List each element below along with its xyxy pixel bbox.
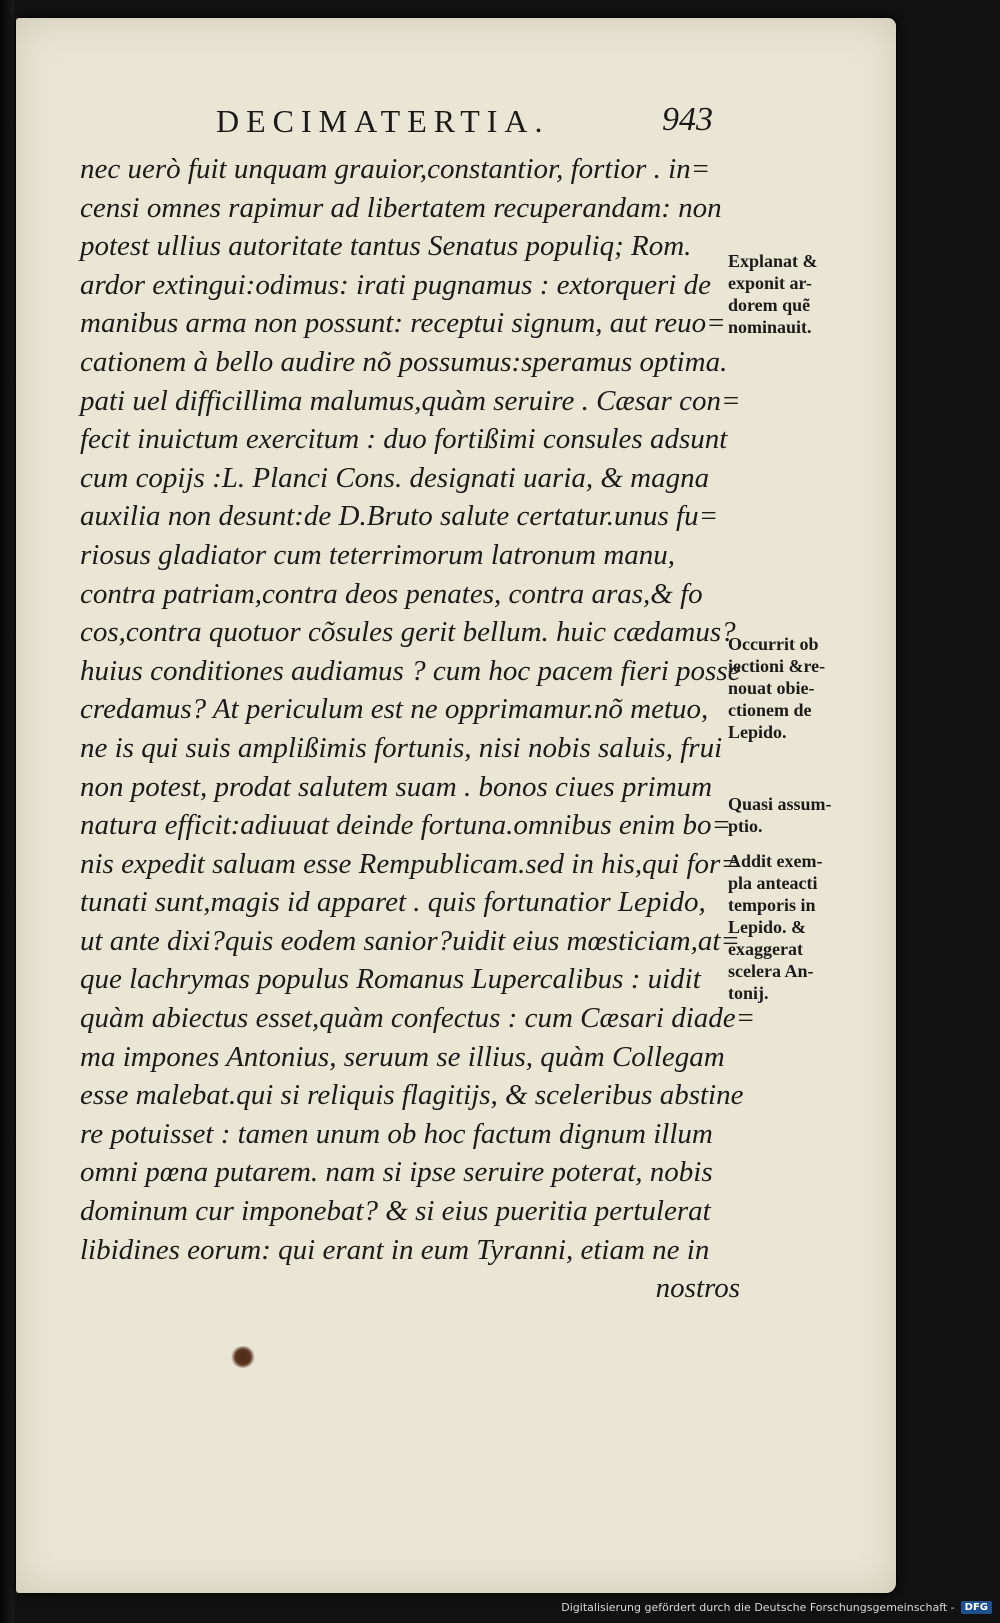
- catchword: nostros: [655, 1272, 740, 1305]
- marginal-note-line: Occurrit ob: [728, 634, 819, 654]
- text-line: natura efficit:adiuuat deinde fortuna.omnibus enim bo=: [80, 809, 732, 842]
- text-line: dominum cur imponebat? & si eius pueritia pertulerat: [80, 1195, 711, 1228]
- scan-edge: [0, 0, 14, 1623]
- marginal-note-line: nominauit.: [728, 317, 812, 337]
- marginal-note-line: Lepido.: [728, 722, 787, 742]
- text-line: potest ullius autoritate tantus Senatus populiq; Rom.: [80, 230, 692, 263]
- text-line: fecit inuictum exercitum : duo fortißimi consules adsunt: [80, 423, 728, 456]
- book-page: [16, 18, 896, 1593]
- funding-credit: Digitalisierung gefördert durch die Deutsche Forschungsgemeinschaft -: [561, 1600, 955, 1614]
- marginal-note: [728, 793, 878, 837]
- marginal-note-line: tonij.: [728, 983, 769, 1003]
- marginal-note-line: pla anteacti: [728, 873, 818, 893]
- marginal-note-line: temporis in: [728, 895, 816, 915]
- text-line: ma impones Antonius, seruum se illius, quàm Collegam: [80, 1040, 725, 1073]
- dfg-logo: DFG: [961, 1601, 992, 1614]
- marginal-note-line: Addit exem-: [728, 851, 823, 871]
- digitization-footer: [561, 1597, 992, 1617]
- text-line: huius conditiones audiamus ? cum hoc pacem fieri posse: [80, 654, 741, 687]
- text-line: cos,contra quotuor cõsules gerit bellum. huic cædamus?: [80, 616, 736, 649]
- marginal-note-line: nouat obie-: [728, 678, 815, 698]
- text-line: nis expedit saluam esse Rempublicam.sed in his,qui for=: [80, 847, 740, 880]
- marginal-note-line: Lepido. &: [728, 917, 807, 937]
- text-line: tunati sunt,magis id apparet . quis fortunatior Lepido,: [80, 886, 706, 919]
- page-number: 943: [662, 101, 713, 138]
- text-line: que lachrymas populus Romanus Lupercalibus : uidit: [80, 963, 701, 996]
- text-line: libidines eorum: qui erant in eum Tyranni, etiam ne in: [80, 1233, 710, 1266]
- text-line: nec uerò fuit unquam grauior,constantior, fortior . in=: [80, 153, 711, 185]
- text-line: esse malebat.qui si reliquis flagitijs, & sceleribus abstine: [80, 1079, 744, 1112]
- text-line: re potuisset : tamen unum ob hoc factum dignum illum: [80, 1117, 713, 1150]
- text-line: ardor extingui:odimus: irati pugnamus : extorqueri de: [80, 268, 711, 301]
- text-line: ne is qui suis amplißimis fortunis, nisi nobis saluis, frui: [80, 731, 723, 764]
- marginal-note-line: Quasi assum-: [728, 794, 832, 814]
- marginal-note-line: ptio.: [728, 816, 763, 836]
- running-title: DECIMATERTIA.: [216, 103, 550, 139]
- marginal-note: [728, 850, 878, 1004]
- text-line: manibus arma non possunt: receptui signum, aut reuo=: [80, 307, 726, 340]
- marginal-note-line: scelera An-: [728, 961, 814, 981]
- text-line: censi omnes rapimur ad libertatem recuperandam: non: [80, 191, 722, 224]
- marginal-note: [728, 250, 878, 338]
- text-line: non potest, prodat salutem suam . bonos ciues primum: [80, 770, 713, 803]
- text-line: omni pœna putarem. nam si ipse seruire poterat, nobis: [80, 1156, 713, 1189]
- marginal-note-line: ctionem de: [728, 700, 812, 720]
- text-line: cum copijs :L. Planci Cons. designati uaria, & magna: [80, 461, 710, 494]
- marginal-note-line: Explanat &: [728, 251, 818, 271]
- text-line: pati uel difficillima malumus,quàm seruire . Cæsar con=: [80, 384, 741, 417]
- text-line: cationem à bello audire nõ possumus:speramus optima.: [80, 345, 728, 378]
- marginal-note: [728, 633, 878, 743]
- text-line: riosus gladiator cum teterrimorum latronum manu,: [80, 538, 676, 571]
- ink-stain: [230, 1346, 256, 1368]
- text-line: credamus? At periculum est ne opprimamur.nõ metuo,: [80, 693, 709, 726]
- text-line: contra patriam,contra deos penates, contra aras,& fo: [80, 577, 703, 610]
- marginal-note-line: exponit ar-: [728, 273, 812, 293]
- running-head: [196, 103, 836, 153]
- marginal-note-line: exaggerat: [728, 939, 803, 959]
- text-line: ut ante dixi?quis eodem sanior?uidit eius mœsticiam,at=: [80, 924, 740, 957]
- text-line: quàm abiectus esset,quàm confectus : cum Cæsari diade=: [80, 1002, 756, 1035]
- text-line: auxilia non desunt:de D.Bruto salute certatur.unus fu=: [80, 500, 719, 533]
- marginal-note-line: iectioni &re-: [728, 656, 826, 676]
- marginal-note-line: dorem quẽ: [728, 295, 811, 315]
